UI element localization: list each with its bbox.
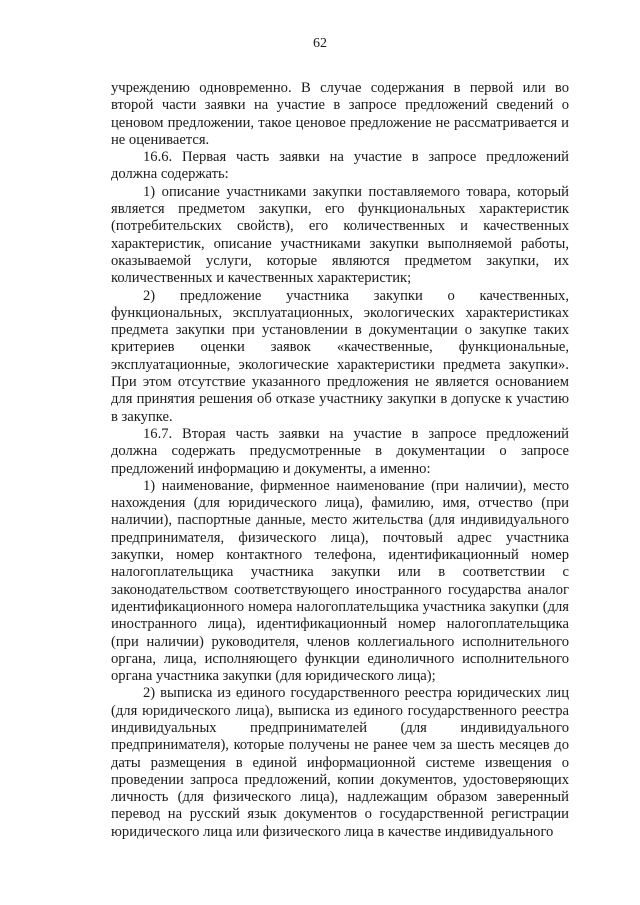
page-number: 62 <box>313 36 327 51</box>
document-body <box>111 80 569 841</box>
paragraph-16-6: 16.6. Первая часть заявки на участие в запросе предложений должна содержать: <box>111 149 569 183</box>
paragraph-16-6-item-2: 2) предложение участника закупки о качественных, функциональных, эксплуатационных, экологических характеристиках предмета закупки при установлении в документации о закупке таких критериев оценки заявок «качественные, функциональные, эксплуатационные, экологические характеристики предмета закупки». При этом отсутствие указанного предложения не является основанием для принятия решения об отказе участнику закупки в допуске к участию в закупке. <box>111 287 569 425</box>
paragraph-16-7-item-1: 1) наименование, фирменное наименование (при наличии), место нахождения (для юридического лица), фамилию, имя, отчество (при наличии), паспортные данные, место жительства (для индивидуального предпринимателя, физического лица), почтовый адрес участника закупки, номер контактного телефона, идентификационный номер налогоплательщика участника закупки или в соответствии с законодательством соответствующего иностранного государства аналог идентификационного номера налогоплательщика участника закупки (для иностранного лица), идентификационный номер налогоплательщика (при наличии) руководителя, членов коллегиального исполнительного органа, лица, исполняющего функции единоличного исполнительного органа участника закупки (для юридического лица); <box>111 477 569 685</box>
paragraph-continuation: учреждению одновременно. В случае содержания в первой или во второй части заявки на участие в запросе предложений сведений о ценовом предложении, такое ценовое предложение не рассматривается и не оценивается. <box>111 80 569 148</box>
paragraph-16-6-item-1: 1) описание участниками закупки поставляемого товара, который является предметом закупки, его функциональных характеристик (потребительских свойств), его количественных и качественных характеристик, описание участниками закупки выполняемой работы, оказываемой услуги, которые являются предметом закупки, их количественных и качественных характеристик; <box>111 183 569 287</box>
paragraph-16-7: 16.7. Вторая часть заявки на участие в запросе предложений должна содержать предусмотренные в документации о запросе предложений информацию и документы, а именно: <box>111 425 569 477</box>
paragraph-16-7-item-2: 2) выписка из единого государственного реестра юридических лиц (для юридического лица), выписка из единого государственного реестра индивидуальных предпринимателей (для индивидуального предпринимателя), которые получены не ранее чем за шесть месяцев до даты размещения в единой информационной системе извещения о проведении запроса предложений, копии документов, удостоверяющих личность (для физического лица), надлежащим образом заверенный перевод на русский язык документов о государственной регистрации юридического лица или физического лица в качестве индивидуального <box>111 685 569 840</box>
